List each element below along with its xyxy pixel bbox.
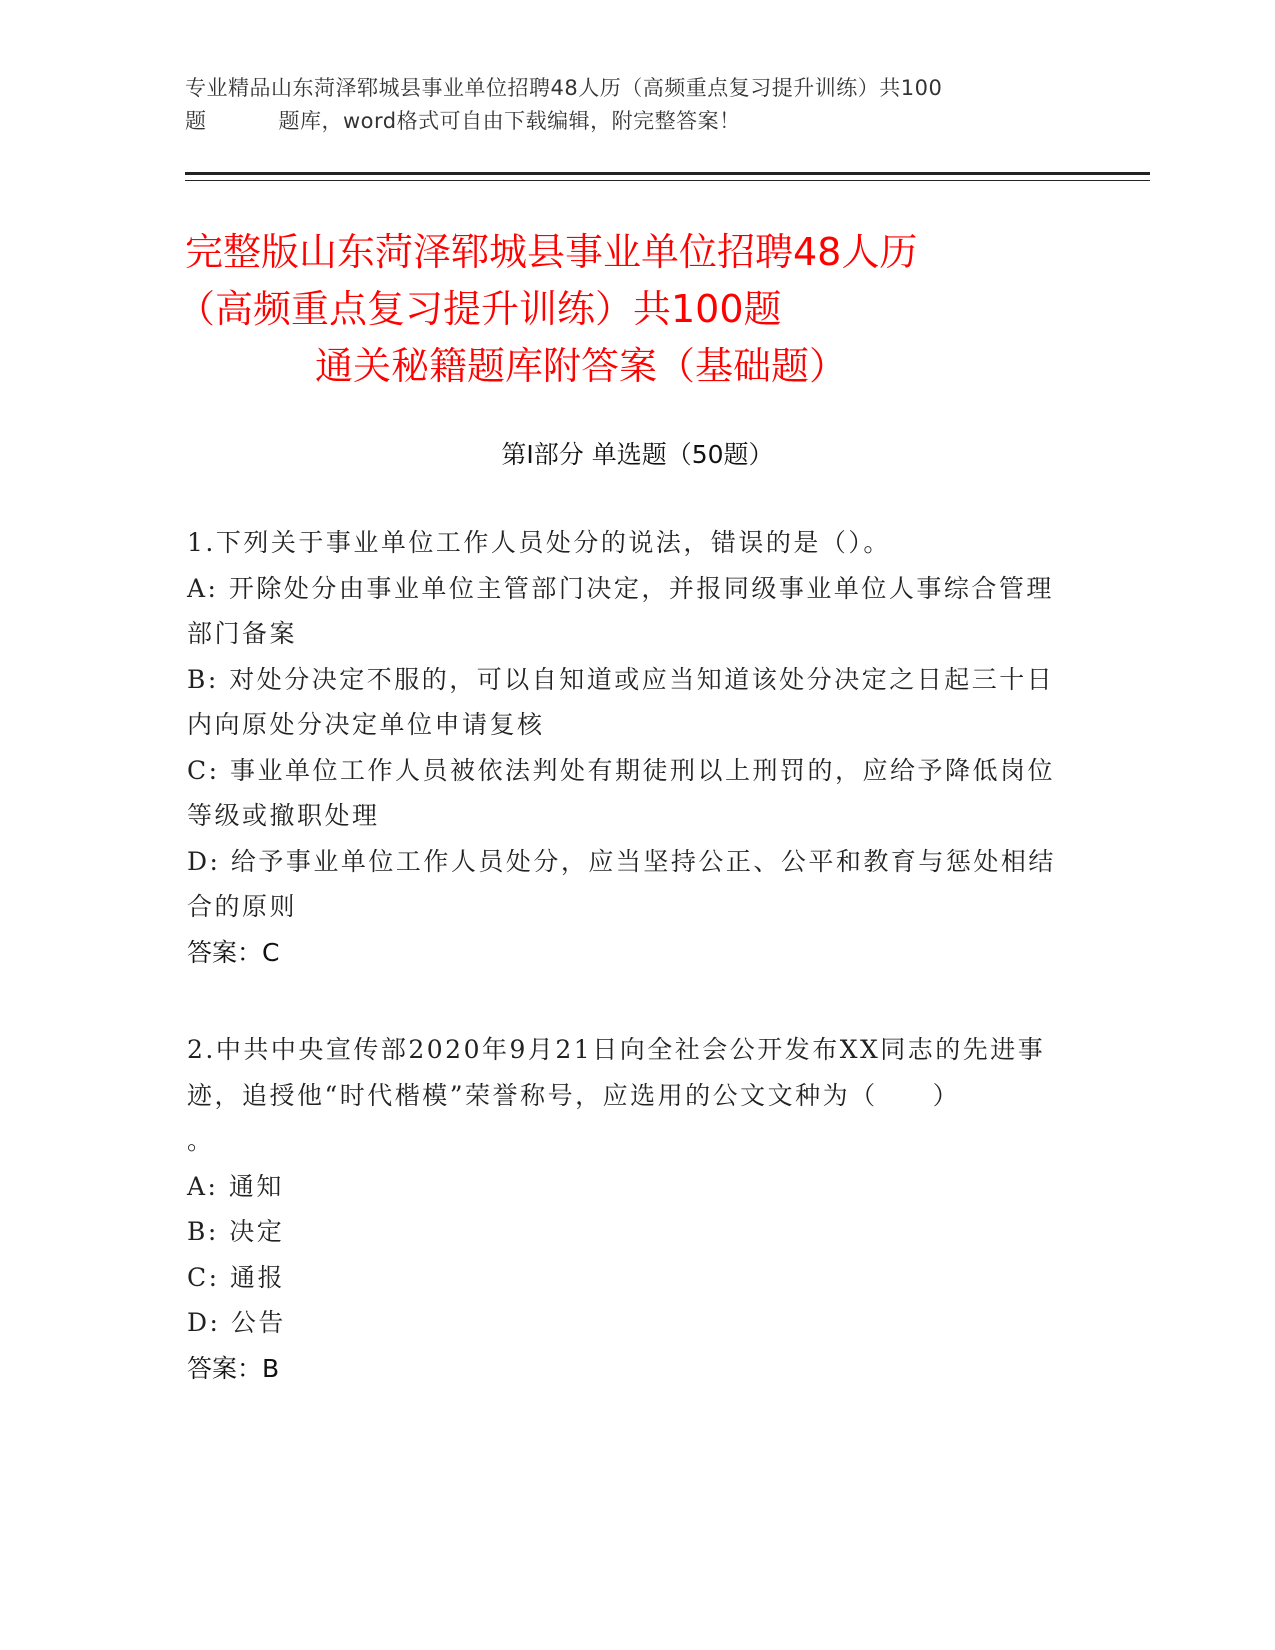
header-note (185, 72, 1065, 138)
option-a: A: 通知 (187, 1171, 284, 1201)
option-c: C: 事业单位工作人员被依法判处有期徒刑以上刑罚的，应给予降低岗位等级或撤职处理 (187, 755, 1056, 830)
question-stem-tail: 。 (187, 1126, 215, 1155)
option-b: B: 决定 (187, 1217, 285, 1246)
title-line-1: 完整版山东菏泽郓城县事业单位招聘48人历 (185, 230, 918, 274)
question-list (187, 520, 1072, 1391)
answer: 答案：B (187, 1353, 280, 1383)
header-note-line-2-start: 题 (185, 109, 207, 133)
title-line-2: （高频重点复习提升训练）共100题 (177, 287, 782, 331)
answer: 答案：C (187, 937, 280, 967)
question-stem: 1.下列关于事业单位工作人员处分的说法，错误的是（）。 (187, 528, 891, 557)
header-note-line-1: 专业精品山东菏泽郓城县事业单位招聘48人历（高频重点复习提升训练）共100 (185, 76, 943, 100)
header-note-line-2-rest: 题库，word格式可自由下载编辑，附完整答案！ (278, 109, 741, 133)
header-note-line-2 (185, 105, 1065, 138)
title-line-3: 通关秘籍题库附答案（基础题） (315, 344, 848, 388)
option-d: D: 给予事业单位工作人员处分，应当坚持公正、公平和教育与惩处相结合的原则 (187, 846, 1056, 921)
header-rule-thin (185, 180, 1150, 181)
section-heading: 第Ⅰ部分 单选题（50题） (501, 440, 774, 469)
option-c: C: 通报 (187, 1262, 285, 1292)
header-rule-thick (185, 172, 1150, 175)
question-1 (187, 520, 1072, 975)
option-d: D: 公告 (187, 1308, 286, 1337)
question-stem: 2.中共中央宣传部2020年9月21日向全社会公开发布XX同志的先进事迹，追授他“时代楷模”荣誉称号，应选用的公文文种为（ ） (187, 1035, 1046, 1110)
option-a: A: 开除处分由事业单位主管部门决定，并报同级事业单位人事综合管理部门备案 (187, 573, 1054, 648)
document-title (177, 224, 1085, 395)
option-b: B: 对处分决定不服的，可以自知道或应当知道该处分决定之日起三十日内向原处分决定单位申请复核 (187, 664, 1055, 739)
question-2 (187, 1027, 1072, 1391)
